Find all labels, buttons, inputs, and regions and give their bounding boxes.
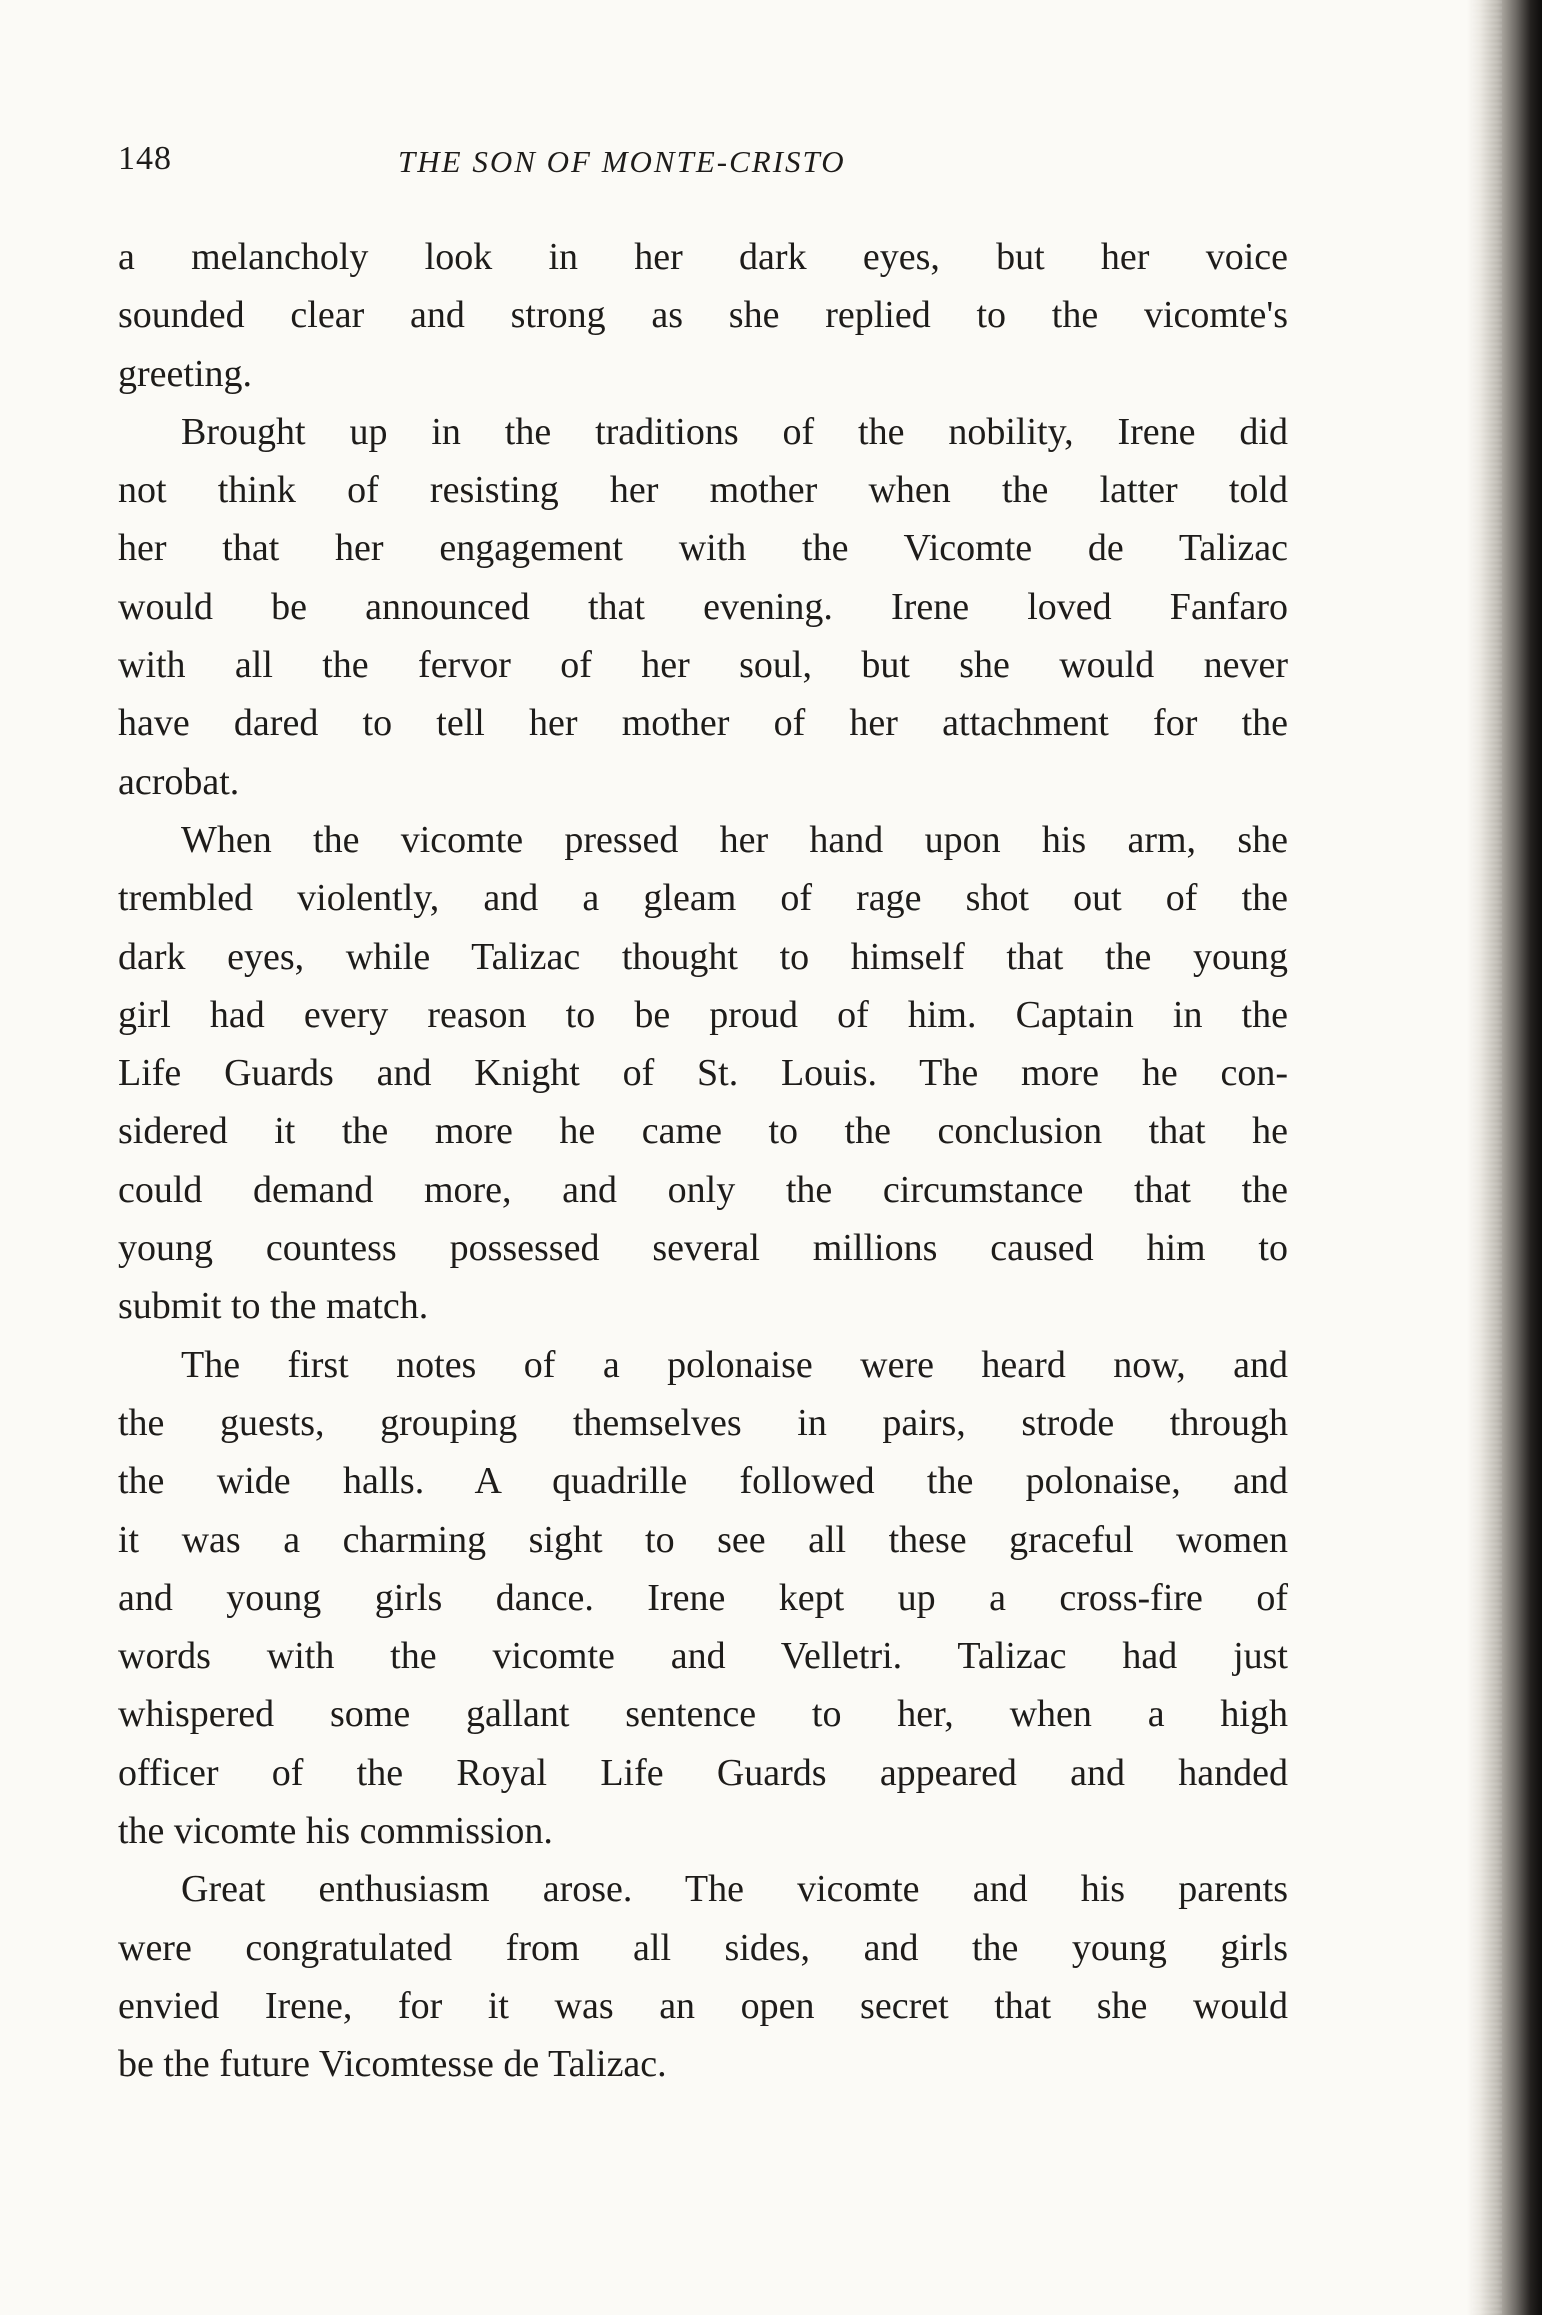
body-text bbox=[118, 228, 1288, 2094]
text-line: whispered some gallant sentence to her, when a high bbox=[118, 1693, 1288, 1736]
text-line: sidered it the more he came to the conclusion that he bbox=[118, 1110, 1288, 1153]
text-line: could demand more, and only the circumstance that the bbox=[118, 1168, 1288, 1211]
text-line: greeting. bbox=[118, 352, 253, 395]
text-line: trembled violently, and a gleam of rage shot out of the bbox=[118, 877, 1288, 920]
text-line: were congratulated from all sides, and the young girls bbox=[118, 1926, 1288, 1969]
text-line: Life Guards and Knight of St. Louis. The more he con- bbox=[118, 1052, 1288, 1095]
text-line: acrobat. bbox=[118, 760, 240, 803]
text-line: it was a charming sight to see all these graceful women bbox=[118, 1518, 1288, 1561]
text-line: be the future Vicomtesse de Talizac. bbox=[118, 2043, 667, 2086]
running-head bbox=[118, 140, 1288, 190]
text-line: The first notes of a polonaise were heard now, and bbox=[181, 1343, 1288, 1386]
text-line: envied Irene, for it was an open secret that she would bbox=[118, 1984, 1288, 2027]
book-title: THE SON OF MONTE-CRISTO bbox=[398, 144, 846, 179]
text-line: girl had every reason to be proud of him. Captain in the bbox=[118, 993, 1288, 1036]
text-line: When the vicomte pressed her hand upon his arm, she bbox=[181, 818, 1288, 861]
text-line: words with the vicomte and Velletri. Talizac had just bbox=[118, 1635, 1288, 1678]
text-line: have dared to tell her mother of her attachment for the bbox=[118, 702, 1288, 745]
text-line: the vicomte his commission. bbox=[118, 1810, 553, 1853]
text-line: Great enthusiasm arose. The vicomte and his parents bbox=[181, 1868, 1288, 1911]
text-line: would be announced that evening. Irene loved Fanfaro bbox=[118, 585, 1288, 628]
page-number: 148 bbox=[118, 140, 172, 177]
text-line: and young girls dance. Irene kept up a cross-fire of bbox=[118, 1576, 1288, 1619]
text-line: a melancholy look in her dark eyes, but her voice bbox=[118, 236, 1288, 278]
text-line: sounded clear and strong as she replied to the vicomte's bbox=[118, 294, 1288, 337]
text-line: the wide halls. A quadrille followed the polonaise, and bbox=[118, 1460, 1288, 1503]
text-line: with all the fervor of her soul, but she would never bbox=[118, 644, 1288, 687]
text-line: Brought up in the traditions of the nobility, Irene did bbox=[181, 410, 1288, 453]
binding-gutter-texture bbox=[1472, 0, 1502, 2315]
text-line: young countess possessed several millions caused him to bbox=[118, 1227, 1288, 1270]
text-line: the guests, grouping themselves in pairs, strode through bbox=[118, 1401, 1288, 1444]
text-line: dark eyes, while Talizac thought to himself that the young bbox=[118, 935, 1288, 978]
text-line: not think of resisting her mother when the latter told bbox=[118, 469, 1288, 512]
text-line: her that her engagement with the Vicomte de Talizac bbox=[118, 527, 1288, 570]
text-line: officer of the Royal Life Guards appeared and handed bbox=[118, 1751, 1288, 1794]
text-line: submit to the match. bbox=[118, 1285, 429, 1328]
